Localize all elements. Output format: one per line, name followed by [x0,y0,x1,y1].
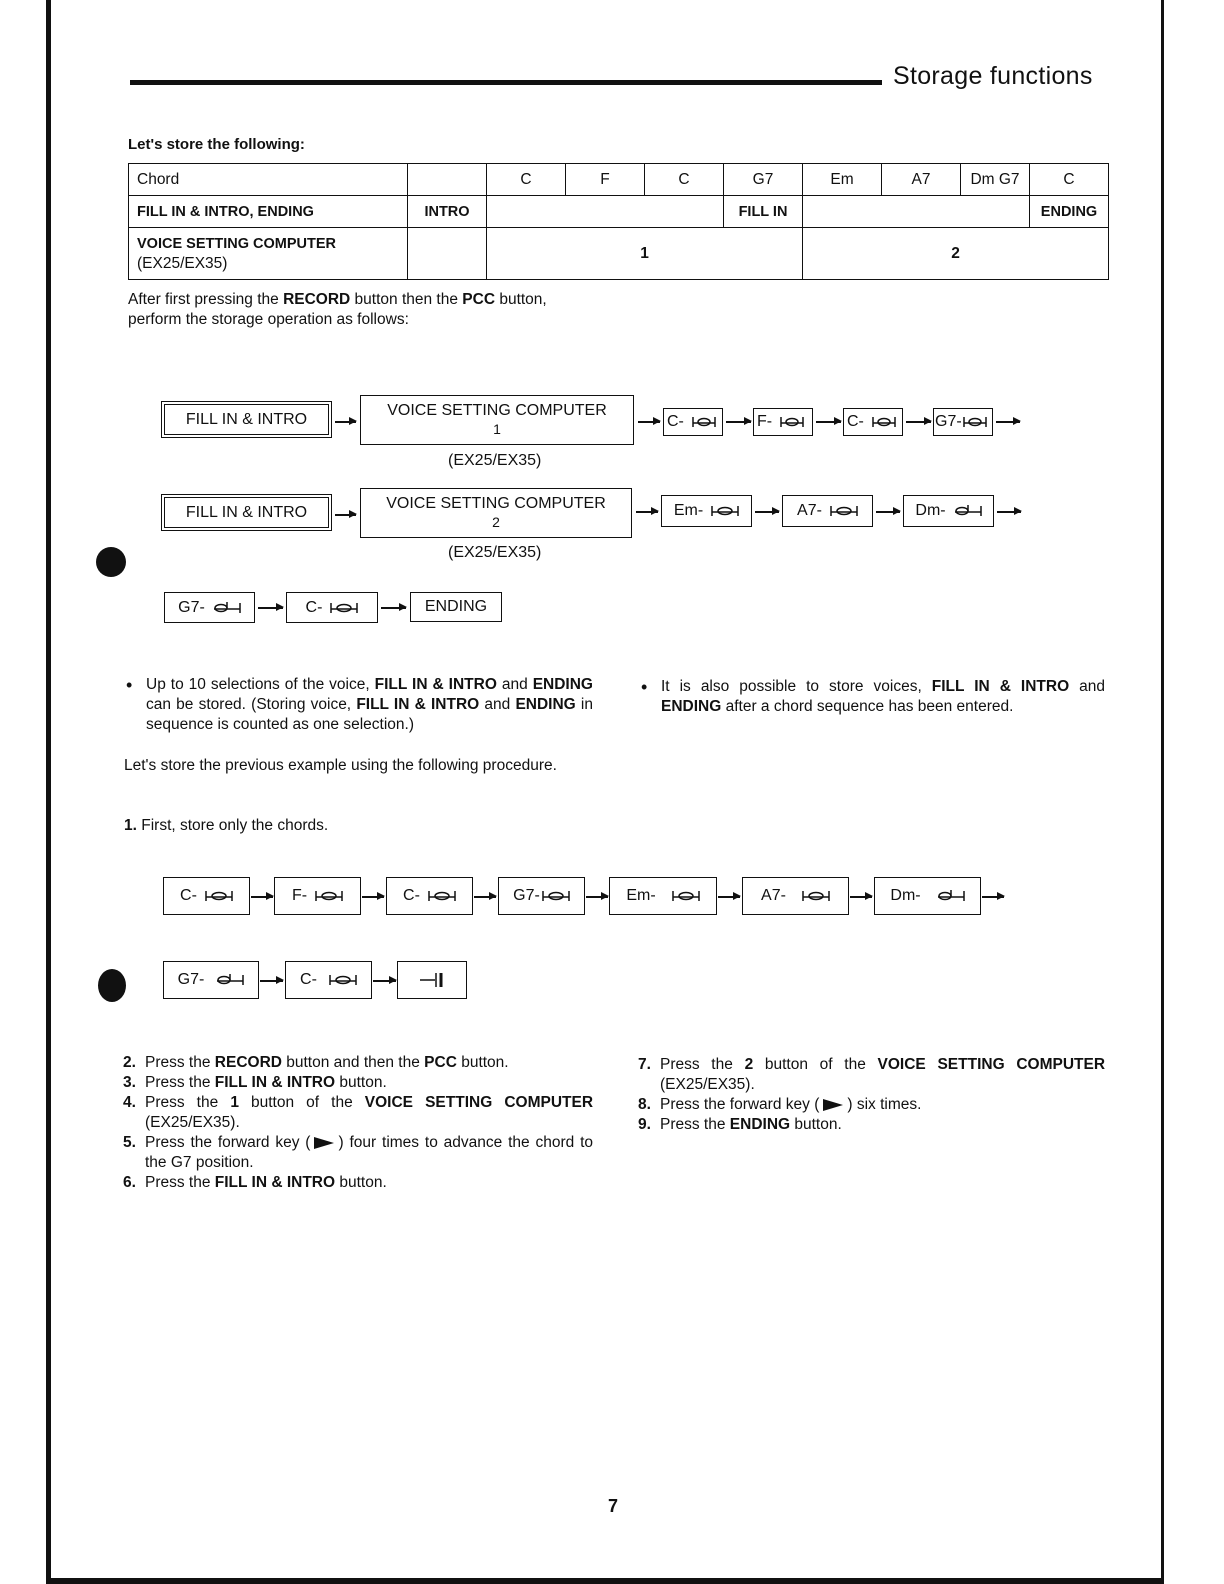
list-item [638,1115,1105,1135]
arrow-icon [260,980,283,982]
chord-table [128,163,1109,280]
text-bold: RECORD [214,1054,282,1071]
whole-note-icon [672,890,700,902]
chord-label: G7- [935,413,962,430]
whole-note-icon [542,890,570,902]
whole-note-icon [802,890,830,902]
arrow-icon [996,421,1020,423]
whole-note-icon [692,416,716,428]
page-border-right [1161,0,1164,1584]
text: ) six times. [847,1096,922,1113]
list-item [638,1095,1105,1115]
step-number: 4. [123,1094,136,1111]
table-row-voice [129,228,1109,280]
arrow-icon [726,421,751,423]
chord-box [286,592,378,623]
chord-label: Em- [626,887,656,904]
chord-label: C- [300,971,317,988]
chord-box [742,877,849,915]
chord-cell: A7 [882,164,961,196]
arrow-icon [335,421,356,423]
chord-label: A7- [761,887,786,904]
arrow-icon [335,514,356,516]
text-bold: 2 [744,1056,754,1073]
text-bold: PCC [424,1054,457,1071]
step-number: 3. [123,1074,136,1091]
fill-in-intro-box: FILL IN & INTRO [164,404,329,435]
forward-key-icon [314,1137,334,1149]
arrow-icon [381,607,406,609]
text: button. [335,1074,387,1091]
end-mark-box [397,961,467,999]
half-note-icon [213,602,241,614]
text-bold: ENDING [515,696,576,713]
text: button of the [753,1056,878,1073]
half-note-icon [937,890,965,902]
text-bold: FILL IN & INTRO [214,1074,336,1091]
arrow-icon [997,511,1021,513]
bullet-left [124,675,593,735]
chord-box [386,877,473,915]
whole-note-icon [872,416,896,428]
after-text [128,290,547,330]
text: perform the storage operation as follows: [128,311,409,328]
list-item [124,675,593,735]
arrow-icon [258,607,283,609]
chord-label: C- [667,413,684,430]
text: After first pressing the [128,291,284,308]
ending-box: ENDING [410,592,502,622]
arrow-icon [362,896,384,898]
text-bold: RECORD [283,291,351,308]
text-bold: PCC [462,291,496,308]
step-number: 5. [123,1134,136,1151]
arrow-icon [474,896,496,898]
chord-label: Em- [673,502,704,519]
half-note-icon [954,505,982,517]
arrow-icon [718,896,740,898]
text: It is also possible to store voices, [661,678,932,695]
row-label-vsc: VOICE SETTING COMPUTER [137,235,336,252]
arrow-icon [755,511,779,513]
text: and [496,676,533,693]
text: and [479,696,516,713]
chord-box [753,408,813,436]
text: Up to 10 selections of the voice, [146,676,375,693]
voice-cell-2: 2 [803,228,1109,280]
text-bold: ENDING [729,1116,791,1133]
text-bold: FILL IN & INTRO [214,1174,336,1191]
fill-in-intro-box: FILL IN & INTRO [164,497,329,528]
page-number: 7 [608,1496,619,1516]
whole-note-icon [428,890,456,902]
chord-box [163,961,259,999]
chord-label: C- [847,413,864,430]
arrow-icon [638,421,660,423]
chord-cell: F [566,164,645,196]
text-bold: ENDING [661,698,722,715]
list-item [123,1173,593,1193]
text-bold: FILL IN & INTRO [374,676,497,693]
model-label: (EX25/EX35) [448,544,542,561]
steps-right [638,1055,1105,1135]
chord-cell: Em [803,164,882,196]
step-number: 1. [124,817,137,834]
text: Press the forward key ( [660,1096,820,1113]
text: after a chord sequence has been entered. [721,698,1014,715]
text: Press the [145,1074,215,1091]
chord-box [274,877,361,915]
arrow-icon [982,896,1004,898]
row-label-chord: Chord [129,164,408,196]
row-label-model: (EX25/EX35) [137,254,228,272]
step-number: 8. [638,1096,651,1113]
text-bold: VOICE SETTING COMPUTER [364,1094,594,1111]
list-item [639,677,1105,717]
whole-note-icon [330,602,358,614]
text: can be stored. (Storing voice, [146,696,357,713]
empty-cell [408,164,487,196]
text: Press the [145,1174,215,1191]
chord-label: A7- [797,502,822,519]
page-border-left [46,0,51,1584]
step-number: 9. [638,1116,651,1133]
step-text: First, store only the chords. [141,817,329,834]
table-row-chord [129,164,1109,196]
text: Press the forward key ( [145,1134,311,1151]
vsc-number: 1 [493,421,501,437]
chord-cell: C [487,164,566,196]
header-rule [130,80,882,85]
text: (EX25/EX35). [660,1076,755,1093]
table-row-fill [129,196,1109,228]
forward-key-icon [823,1099,843,1111]
chord-label: G7- [513,887,540,904]
chord-box [874,877,981,915]
model-label: (EX25/EX35) [448,452,542,469]
step-1 [124,816,328,836]
text-bold: ENDING [532,676,593,693]
voice-cell-1: 1 [487,228,803,280]
whole-note-icon [711,505,739,517]
whole-note-icon [205,890,233,902]
list-item [123,1073,593,1093]
binding-hole-icon [98,969,126,1002]
text: button and then the [281,1054,425,1071]
text: button, [495,291,547,308]
text: button then the [350,291,463,308]
vsc-box-2 [360,488,632,538]
step-number: 2. [123,1054,136,1071]
empty-cell [803,196,1030,228]
text: (EX25/EX35). [145,1114,240,1131]
chord-label: G7- [178,598,205,616]
chord-box [163,877,250,915]
intro-cell: INTRO [408,196,487,228]
end-bar-icon [419,972,445,988]
whole-note-icon [315,890,343,902]
chord-label: F- [757,413,773,430]
chord-box [498,877,585,915]
arrow-icon [850,896,872,898]
arrow-icon [636,511,658,513]
chord-cell: C [1030,164,1109,196]
chord-label: Dm- [890,887,921,904]
chord-box [164,592,255,623]
chord-label: Dm- [915,502,946,519]
empty-cell [408,228,487,280]
chord-cell: Dm G7 [961,164,1030,196]
text: button. [335,1174,387,1191]
chord-label: C- [180,887,197,904]
arrow-icon [373,980,396,982]
procedure-intro: Let's store the previous example using the following procedure. [124,757,557,774]
list-item [123,1093,593,1133]
intro-heading: Let's store the following: [128,136,305,153]
row-label-voice [129,228,408,280]
vsc-number: 2 [492,514,500,530]
arrow-icon [906,421,931,423]
chord-label: C- [403,887,420,904]
chord-box [663,408,723,436]
chord-box [609,877,717,915]
chord-box [285,961,372,999]
text: button of the [238,1094,365,1111]
page-border-bottom [46,1578,1164,1584]
vsc-title: VOICE SETTING COMPUTER [386,495,606,512]
chord-box [903,495,994,527]
list-item [123,1053,593,1073]
fill-in-cell: FILL IN [724,196,803,228]
text: Press the [145,1054,215,1071]
list-item [123,1133,593,1173]
text-bold: FILL IN & INTRO [931,678,1070,695]
row-label-fill: FILL IN & INTRO, ENDING [129,196,408,228]
page-title: Storage functions [893,62,1093,90]
steps-left [123,1053,593,1193]
chord-cell: C [645,164,724,196]
arrow-icon [876,511,900,513]
step-number: 7. [638,1056,651,1073]
arrow-icon [816,421,841,423]
whole-note-icon [780,416,804,428]
text: Press the [145,1094,231,1111]
chord-box [933,408,993,436]
list-item [638,1055,1105,1095]
empty-cell [487,196,724,228]
half-note-icon [216,974,244,986]
text: ) four times to advance the chord to the G7 position. [145,1134,594,1171]
vsc-title: VOICE SETTING COMPUTER [387,402,607,419]
text: button. [790,1116,842,1133]
vsc-box-1 [360,395,634,445]
chord-box [782,495,873,527]
chord-cell: G7 [724,164,803,196]
chord-label: C- [305,598,323,616]
bullet-right [639,677,1105,717]
text: Press the [660,1116,730,1133]
whole-note-icon [963,416,987,428]
text-bold: VOICE SETTING COMPUTER [877,1056,1106,1073]
text: and [1069,678,1105,695]
chord-label: F- [291,887,308,904]
arrow-icon [586,896,608,898]
text: in sequence is counted as one selection.) [146,696,593,733]
whole-note-icon [329,974,357,986]
text: button. [456,1054,509,1071]
ending-cell: ENDING [1030,196,1109,228]
text: Press the [660,1056,745,1073]
whole-note-icon [830,505,858,517]
chord-label: G7- [177,971,205,988]
binding-hole-icon [96,547,126,577]
text-bold: FILL IN & INTRO [356,696,480,713]
chord-box [661,495,752,527]
text-bold: 1 [230,1094,239,1111]
step-number: 6. [123,1174,136,1191]
chord-box [843,408,903,436]
arrow-icon [251,896,273,898]
